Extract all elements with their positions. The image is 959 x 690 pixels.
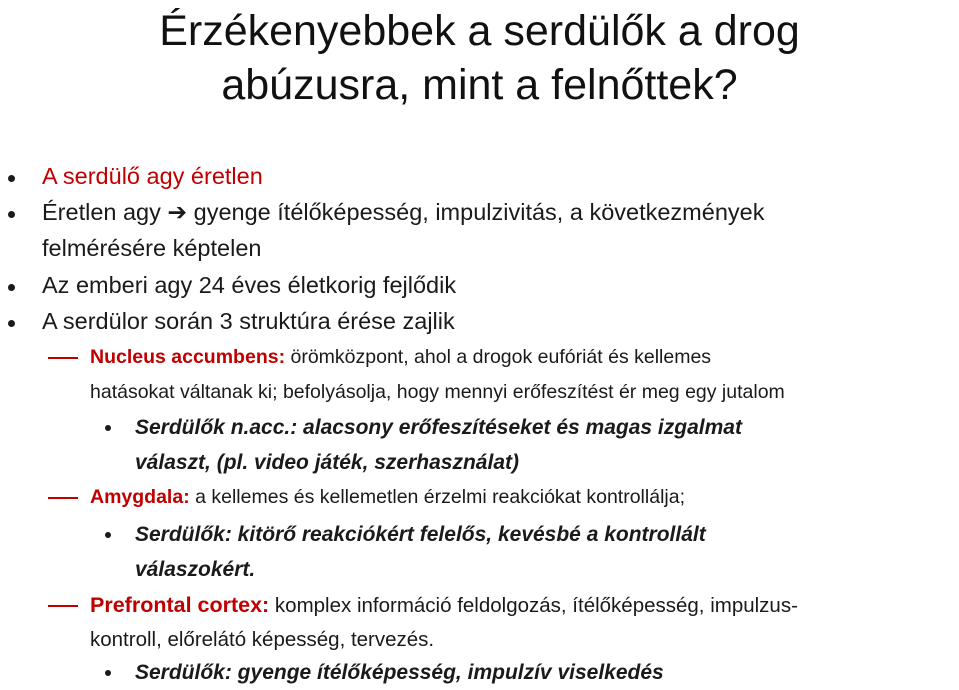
bullet-brain-development: Az emberi agy 24 éves életkorig fejlődik [42, 272, 457, 298]
amygdala-label: Amygdala: [90, 486, 190, 508]
prefrontal-cortex-label: Prefrontal cortex: [90, 593, 270, 617]
amygdala-text: a kellemes és kellemetlen érzelmi reakciókat kontrollálja; [189, 486, 685, 508]
title-line-2: abúzusra, mint a felnőttek? [221, 61, 738, 109]
amygdala-adolescent-note: Serdülők: kitörő reakciókért felelős, kevésbé a kontrollált [135, 523, 706, 546]
prefrontal-adolescent-note: Serdülők: gyenge ítélőképesség, impulzív viselkedés [135, 661, 664, 684]
sub-bullet-dot [105, 532, 111, 538]
sub-bullet-dot [105, 670, 111, 676]
prefrontal-cortex-item [90, 588, 798, 623]
bullet-immature-brain: A serdülő agy éretlen [42, 163, 263, 189]
dash-marker [48, 497, 78, 499]
bullet-dot [8, 211, 15, 218]
nucleus-accumbens-text: örömközpont, ahol a drogok eufóriát és kellemes [285, 346, 712, 368]
prefrontal-cortex-text: komplex információ feldolgozás, ítélőképesség, impulzus- [269, 594, 798, 617]
bullet-text: gyenge ítélőképesség, impulzivitás, a következmények [187, 199, 765, 225]
amygdala-item [90, 480, 685, 514]
prefrontal-cortex-continuation: kontroll, előrelátó képesség, tervezés. [90, 628, 435, 651]
nucleus-accumbens-continuation: hatásokat váltanak ki; befolyásolja, hogy mennyi erőfeszítést ér meg egy jutalom [90, 381, 785, 403]
nucleus-adolescent-note-continuation: választ, (pl. video játék, szerhasználat) [135, 451, 519, 474]
nucleus-accumbens-item [90, 340, 711, 374]
dash-marker [48, 605, 78, 607]
bullet-dot [8, 284, 15, 291]
bullet-immature-consequences [42, 195, 764, 229]
bullet-dot [8, 175, 15, 182]
nucleus-adolescent-note: Serdülők n.acc.: alacsony erőfeszítéseket és magas izgalmat [135, 416, 742, 439]
bullet-continuation: felmérésére képtelen [42, 235, 262, 261]
nucleus-accumbens-label: Nucleus accumbens: [90, 346, 286, 368]
bullet-dot [8, 320, 15, 327]
amygdala-adolescent-note-continuation: válaszokért. [135, 558, 256, 581]
arrow-right-icon: ➔ [167, 199, 188, 225]
dash-marker [48, 357, 78, 359]
sub-bullet-dot [105, 425, 111, 431]
bullet-three-structures: A serdülor során 3 struktúra érése zajlik [42, 308, 455, 334]
title-line-1: Érzékenyebbek a serdülők a drog [159, 7, 800, 55]
bullet-text: Éretlen agy [42, 199, 168, 225]
slide-title [0, 4, 959, 112]
